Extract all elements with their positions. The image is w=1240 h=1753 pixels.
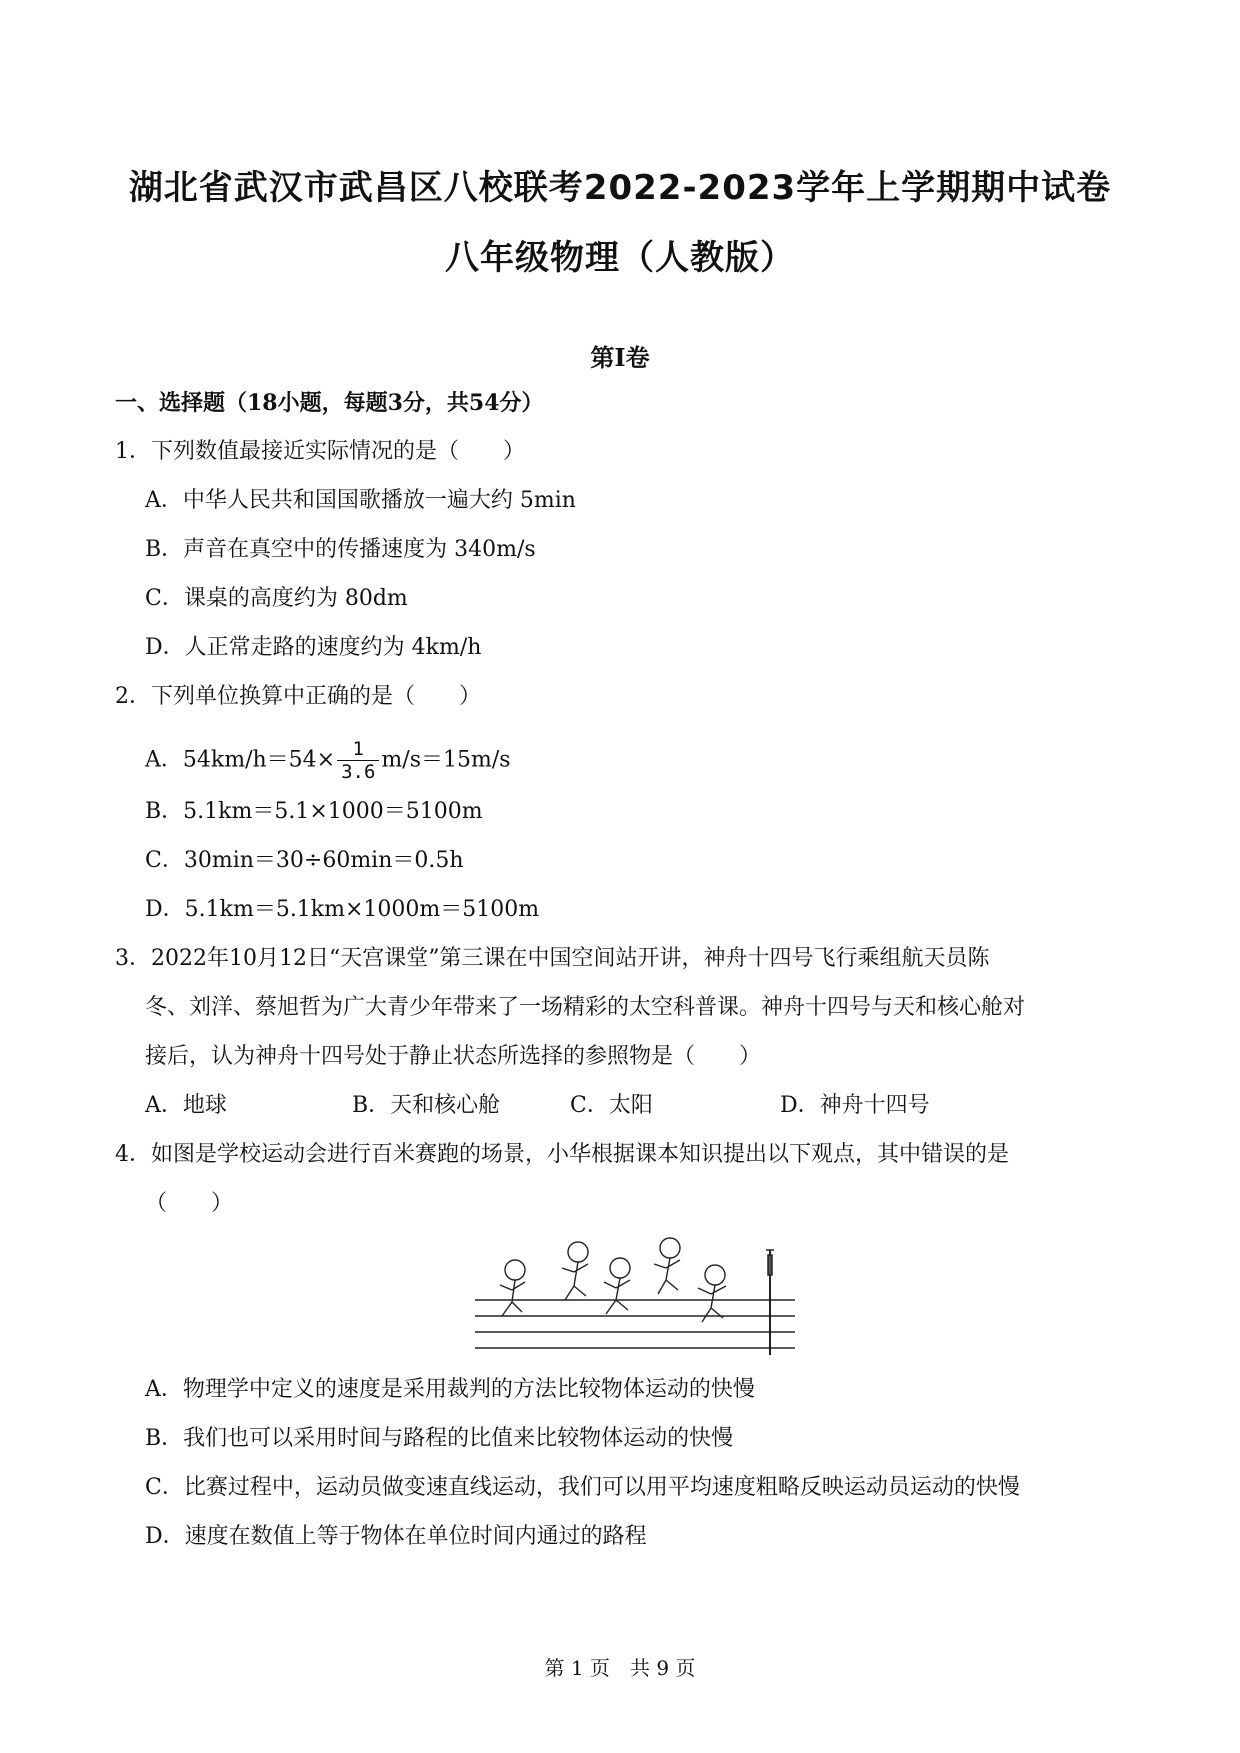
question-4-option-b: B．我们也可以采用时间与路程的比值来比较物体运动的快慢 (145, 1426, 734, 1451)
race-illustration (470, 1230, 800, 1365)
question-2-option-d: D．5.1km＝5.1km×1000m＝5100m (145, 897, 540, 922)
question-3-option-d: D．神舟十四号 (780, 1093, 930, 1118)
question-1-option-c: C．课桌的高度约为 80dm (145, 586, 408, 611)
question-1-option-d: D．人正常走路的速度约为 4km/h (145, 635, 482, 660)
runner-5-icon (698, 1265, 726, 1322)
question-4-option-c: C．比赛过程中，运动员做变速直线运动，我们可以用平均速度粗略反映运动员运动的快慢 (145, 1475, 1020, 1500)
runner-4-icon (654, 1238, 680, 1294)
runner-1-icon (500, 1260, 525, 1316)
page-footer: 第 1 页 共 9 页 (544, 1656, 696, 1680)
question-2-option-b: B．5.1km＝5.1×1000＝5100m (145, 799, 483, 824)
runner-figures (500, 1238, 726, 1322)
fraction-denominator: 3.6 (341, 761, 376, 783)
fraction (337, 738, 379, 783)
question-4-line-2: （ ） (145, 1191, 234, 1216)
question-3-option-c: C．太阳 (570, 1093, 653, 1118)
option-a-prefix: A．54km/h＝54× (145, 747, 336, 773)
question-4-option-a: A．物理学中定义的速度是采用裁判的方法比较物体运动的快慢 (145, 1377, 755, 1402)
page-title: 湖北省武汉市武昌区八校联考2022-2023学年上学期期中试卷 (128, 168, 1112, 208)
question-3-line-3: 接后，认为神舟十四号处于静止状态所选择的参照物是（ ） (145, 1044, 762, 1069)
runner-2-icon (562, 1242, 588, 1300)
section-heading: 一、选择题（18小题，每题3分，共54分） (115, 390, 544, 416)
volume-heading: 第Ⅰ卷 (590, 343, 650, 372)
question-1-stem: 1．下列数值最接近实际情况的是（ ） (115, 439, 525, 464)
page-subtitle: 八年级物理（人教版） (445, 238, 795, 278)
question-2-option-a (145, 738, 511, 783)
question-2-option-c: C．30min＝30÷60min＝0.5h (145, 848, 464, 873)
option-a-suffix: m/s＝15m/s (381, 747, 511, 773)
question-3-option-b: B．天和核心舱 (352, 1093, 501, 1118)
question-1-option-b: B．声音在真空中的传播速度为 340m/s (145, 537, 536, 562)
question-3-option-a: A．地球 (145, 1093, 227, 1118)
runner-3-icon (604, 1258, 630, 1314)
fraction-numerator: 1 (337, 738, 379, 761)
question-4-option-d: D．速度在数值上等于物体在单位时间内通过的路程 (145, 1524, 647, 1549)
question-2-stem: 2．下列单位换算中正确的是（ ） (115, 684, 481, 709)
question-4-line-1: 4．如图是学校运动会进行百米赛跑的场景，小华根据课本知识提出以下观点，其中错误的是 (115, 1142, 1010, 1167)
question-3-line-1: 3．2022年10月12日“天宫课堂”第三课在中国空间站开讲，神舟十四号飞行乘组航天员陈 (115, 946, 990, 971)
question-3-line-2: 冬、刘洋、蔡旭哲为广大青少年带来了一场精彩的太空科普课。神舟十四号与天和核心舱对 (145, 995, 1026, 1020)
question-1-option-a: A．中华人民共和国国歌播放一遍大约 5min (145, 488, 576, 513)
